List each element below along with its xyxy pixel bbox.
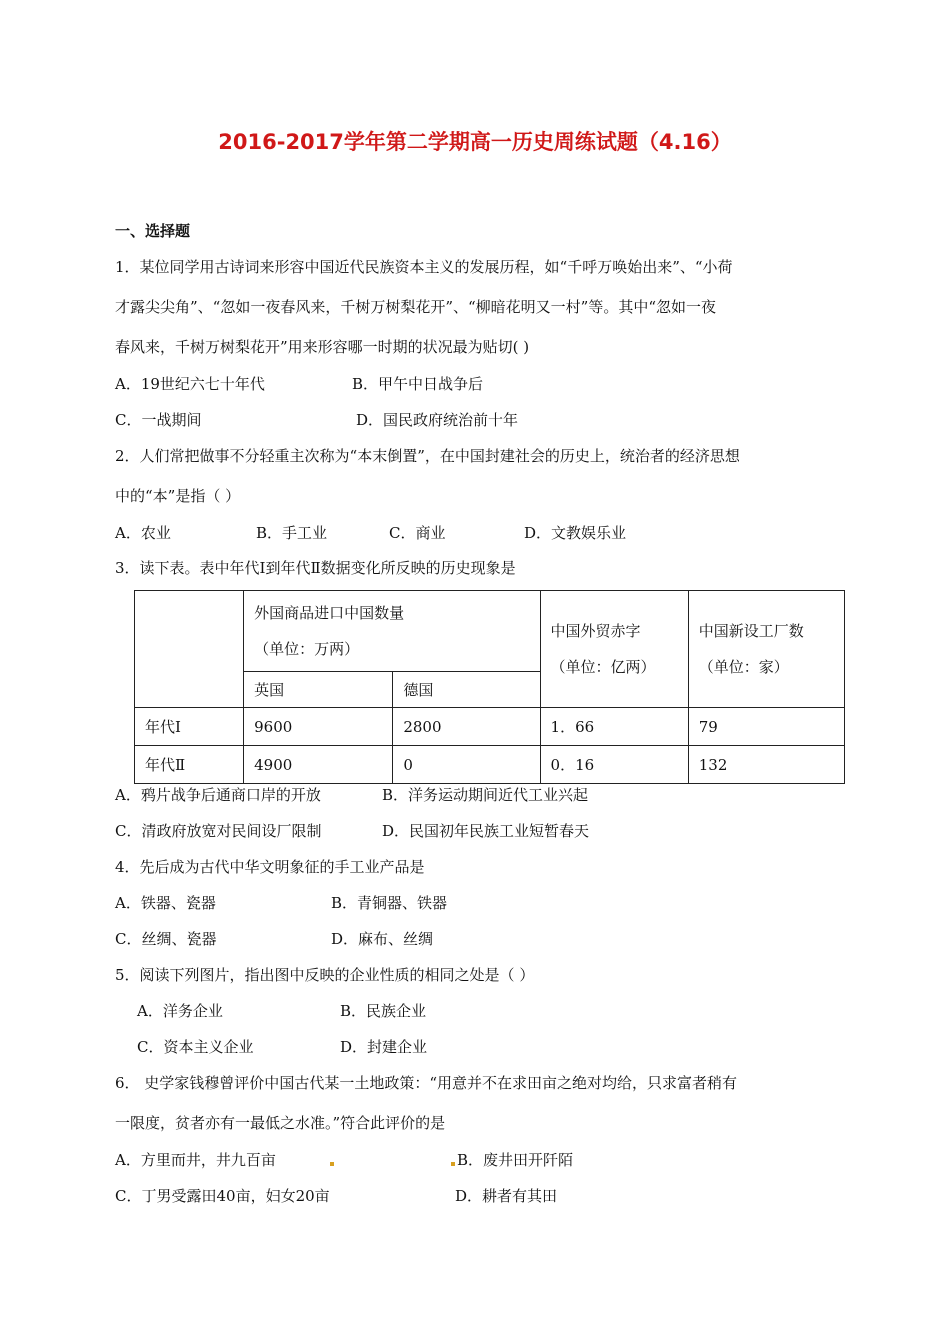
question-2-text: 中的“本”是指（ ） <box>115 487 241 505</box>
question-5-option-d: D．封建企业 <box>340 1038 428 1056</box>
question-6-option-d: D．耕者有其田 <box>455 1187 558 1205</box>
question-2-option-a: A．农业 <box>115 524 171 542</box>
question-3-text: 3．读下表。表中年代Ⅰ到年代Ⅱ数据变化所反映的历史现象是 <box>115 559 516 577</box>
table-cell-uk: 9600 <box>244 708 393 746</box>
table-header-import: 外国商品进口中国数量 （单位：万两） <box>244 591 540 672</box>
mark-dot <box>451 1162 455 1166</box>
question-4-option-c: C．丝绸、瓷器 <box>115 930 217 948</box>
question-5-text: 5．阅读下列图片，指出图中反映的企业性质的相同之处是（ ） <box>115 966 535 984</box>
question-2-option-b: B．手工业 <box>256 524 328 542</box>
question-2-option-d: D．文教娱乐业 <box>524 524 627 542</box>
question-6-option-c: C．丁男受露田40亩，妇女20亩 <box>115 1187 330 1205</box>
table-cell-deficit: 0．16 <box>540 746 688 784</box>
table-cell-factories: 132 <box>688 746 844 784</box>
question-3-option-c: C．清政府放宽对民间设厂限制 <box>115 822 322 840</box>
question-5-option-c: C．资本主义企业 <box>137 1038 254 1056</box>
table-header-germany: 德国 <box>393 672 540 708</box>
question-4-option-d: D．麻布、丝绸 <box>331 930 434 948</box>
question-1-option-d: D．国民政府统治前十年 <box>356 411 519 429</box>
table-cell-factories: 79 <box>688 708 844 746</box>
question-2-option-c: C．商业 <box>389 524 446 542</box>
table-cell-uk: 4900 <box>244 746 393 784</box>
table-corner-cell <box>135 591 244 708</box>
question-5-option-b: B．民族企业 <box>340 1002 427 1020</box>
question-6-option-a: A．方里而井，井九百亩 <box>115 1151 276 1169</box>
table-header-uk: 英国 <box>244 672 393 708</box>
question-1-option-a: A．19世纪六七十年代 <box>115 375 265 393</box>
question-6-text: 一限度，贫者亦有一最低之水准。”符合此评价的是 <box>115 1114 446 1132</box>
table-cell-deficit: 1．66 <box>540 708 688 746</box>
question-3-option-a: A．鸦片战争后通商口岸的开放 <box>115 786 321 804</box>
question-6-text: 6． 史学家钱穆曾评价中国古代某一土地政策：“用意并不在求田亩之绝对均给，只求富者稍有 <box>115 1074 737 1092</box>
question-1-text: 春风来，千树万树梨花开”用来形容哪一时期的状况最为贴切( ) <box>115 338 530 356</box>
question-1-text: 才露尖尖角”、“忽如一夜春风来，千树万树梨花开”、“柳暗花明又一村”等。其中“忽如一夜 <box>115 298 717 316</box>
table-cell-germany: 0 <box>393 746 540 784</box>
question-1-text: 1．某位同学用古诗词来形容中国近代民族资本主义的发展历程，如“千呼万唤始出来”、“小荷 <box>115 258 733 276</box>
mark-dot <box>330 1162 334 1166</box>
question-5-option-a: A．洋务企业 <box>137 1002 223 1020</box>
question-1-option-b: B．甲午中日战争后 <box>352 375 484 393</box>
page-title: 2016-2017学年第二学期高一历史周练试题（4.16） <box>218 130 732 154</box>
question-1-option-c: C．一战期间 <box>115 411 202 429</box>
question-2-text: 2．人们常把做事不分轻重主次称为“本末倒置”，在中国封建社会的历史上，统治者的经济思想 <box>115 447 740 465</box>
table-header-deficit: 中国外贸赤字 （单位：亿两） <box>540 591 688 708</box>
question-3-option-d: D．民国初年民族工业短暂春天 <box>382 822 590 840</box>
table-cell-era: 年代Ⅱ <box>135 746 244 784</box>
question-4-option-b: B．青铜器、铁器 <box>331 894 448 912</box>
table-cell-germany: 2800 <box>393 708 540 746</box>
section-heading: 一、选择题 <box>115 222 191 240</box>
question-4-option-a: A．铁器、瓷器 <box>115 894 216 912</box>
table-cell-era: 年代Ⅰ <box>135 708 244 746</box>
table-row <box>135 746 845 784</box>
data-table <box>134 590 845 784</box>
question-6-option-b: B．废井田开阡陌 <box>457 1151 574 1169</box>
question-3-option-b: B．洋务运动期间近代工业兴起 <box>382 786 589 804</box>
table-header-factories: 中国新设工厂数 （单位：家） <box>688 591 844 708</box>
question-4-text: 4．先后成为古代中华文明象征的手工业产品是 <box>115 858 425 876</box>
table-row <box>135 708 845 746</box>
